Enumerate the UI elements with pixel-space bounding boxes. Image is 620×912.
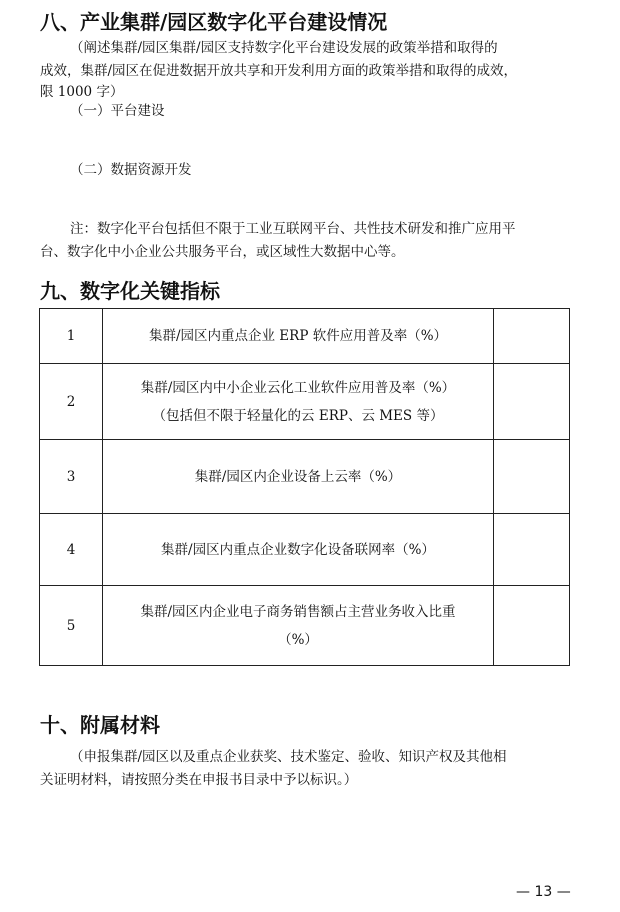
metric-label: [103, 514, 494, 586]
table-row: [40, 440, 570, 514]
metric-value-cell[interactable]: [494, 586, 570, 666]
metric-label: [103, 309, 494, 364]
section-10-note-line2: 关证明材料，请按照分类在申报书目录中予以标识。）: [40, 772, 358, 788]
row-number: 2: [40, 364, 103, 440]
table-row: [40, 364, 570, 440]
row-number: 5: [40, 586, 103, 666]
section-8-note-line2: 成效，集群/园区在促进数据开放共享和开发利用方面的政策举措和取得的成效，: [40, 63, 518, 79]
page-number: — 13 —: [516, 884, 571, 900]
metric-label-line1: 集群/园区内重点企业数字化设备联网率（%）: [161, 541, 435, 558]
metric-label: [103, 586, 494, 666]
metric-value-cell[interactable]: [494, 440, 570, 514]
metric-label: [103, 364, 494, 440]
metric-label-line1: 集群/园区内中小企业云化工业软件应用普及率（%）: [140, 379, 456, 396]
metric-label-line2: （%）: [278, 631, 318, 648]
section-10-note-line1: （申报集群/园区以及重点企业获奖、技术鉴定、验收、知识产权及其他相: [70, 749, 507, 765]
section-8-note-line1: （阐述集群/园区集群/园区支持数字化平台建设发展的政策举措和取得的: [70, 40, 498, 56]
metric-label-line2: （包括但不限于轻量化的云 ERP、云 MES 等）: [152, 407, 444, 424]
row-number: 1: [40, 309, 103, 364]
section-9-title: 九、数字化关键指标: [40, 279, 220, 303]
metric-value-cell[interactable]: [494, 309, 570, 364]
metric-label-line1: 集群/园区内企业设备上云率（%）: [194, 468, 402, 485]
metric-label-line1: 集群/园区内企业电子商务销售额占主营业务收入比重: [140, 603, 456, 620]
metric-value-cell[interactable]: [494, 514, 570, 586]
table-row: [40, 309, 570, 364]
metric-label-line1: 集群/园区内重点企业 ERP 软件应用普及率（%）: [148, 328, 448, 344]
row-number: 4: [40, 514, 103, 586]
key-metrics-table: [39, 308, 570, 666]
section-8-title: 八、产业集群/园区数字化平台建设情况: [40, 10, 388, 34]
section-8-note-line3: 限 1000 字）: [40, 84, 124, 100]
section-8-footnote-line1: 注：数字化平台包括但不限于工业互联网平台、共性技术研发和推广应用平: [70, 221, 516, 237]
table-row: [40, 586, 570, 666]
subsection-data-resource-development: （二）数据资源开发: [70, 162, 192, 178]
section-10-title: 十、附属材料: [40, 713, 160, 737]
table-row: [40, 514, 570, 586]
section-8-footnote-line2: 台、数字化中小企业公共服务平台，或区域性大数据中心等。: [40, 244, 405, 260]
row-number: 3: [40, 440, 103, 514]
metric-label: [103, 440, 494, 514]
subsection-platform-construction: （一）平台建设: [70, 103, 165, 119]
metric-value-cell[interactable]: [494, 364, 570, 440]
